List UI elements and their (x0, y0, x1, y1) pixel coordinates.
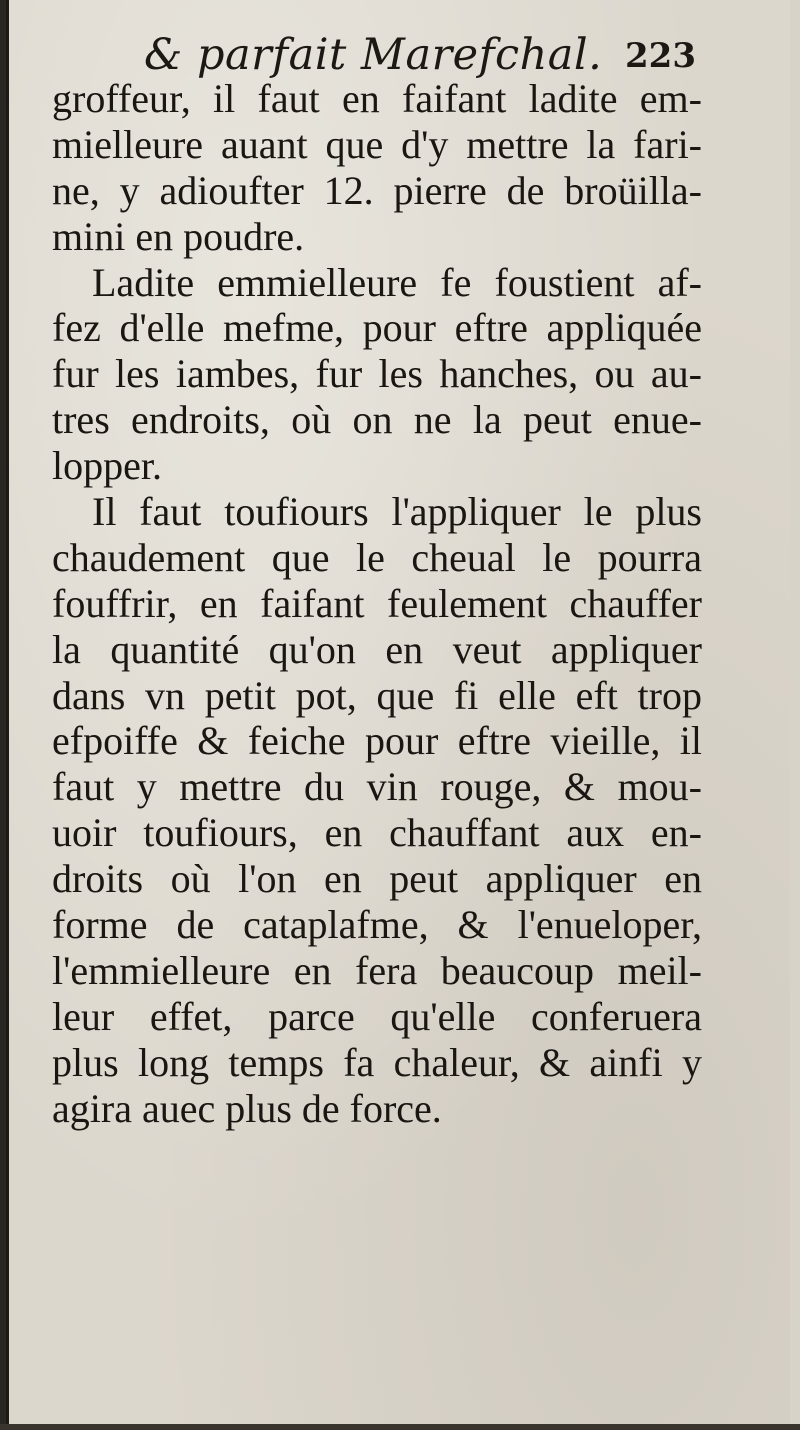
text-line: uoir toufiours, en chauffant aux en- (52, 810, 702, 856)
text-line: chaudement que le cheual le pourra (52, 534, 702, 580)
text-line: plus long temps fa chaleur, & ainfi y (52, 1039, 702, 1085)
text-line: la quantité qu'on en veut appliquer (52, 626, 702, 672)
page-right-edge (790, 0, 800, 1430)
page-number: 223 (625, 36, 696, 76)
text-line: fez d'elle mefme, pour eftre appliquée (52, 305, 702, 351)
text-line: fouffrir, en faifant feulement chauffer (52, 580, 702, 626)
text-line: mielleure auant que d'y mettre la fari- (52, 121, 702, 167)
text-line: faut y mettre du vin rouge, & mou- (52, 764, 702, 810)
text-line: lopper. (52, 443, 162, 489)
body-text (52, 76, 702, 1131)
text-line: dans vn petit pot, que fi elle eft trop (52, 672, 702, 718)
text-line: Ladite emmielleure fe foustient af- (92, 259, 702, 305)
text-line: efpoiffe & feiche pour eftre vieille, il (52, 718, 702, 764)
text-line: droits où l'on en peut appliquer en (52, 856, 702, 902)
page-bottom-edge (0, 1424, 800, 1430)
text-line: Il faut toufiours l'appliquer le plus (92, 489, 702, 535)
text-line: forme de cataplafme, & l'enueloper, (52, 902, 702, 948)
text-line: fur les iambes, fur les hanches, ou au- (52, 351, 702, 397)
text-line: tres endroits, où on ne la peut enue- (52, 397, 702, 443)
text-line: groffeur, il faut en faifant ladite em- (52, 76, 702, 121)
running-head: & parfait Marefchal. (144, 30, 603, 80)
text-line: leur effet, parce qu'elle conferuera (52, 993, 702, 1039)
text-line: l'emmielleure en fera beaucoup meil- (52, 947, 702, 993)
text-line: agira auec plus de force. (52, 1085, 442, 1131)
text-line: ne, y adioufter 12. pierre de broüilla- (52, 167, 702, 213)
text-line: mini en poudre. (52, 213, 305, 259)
